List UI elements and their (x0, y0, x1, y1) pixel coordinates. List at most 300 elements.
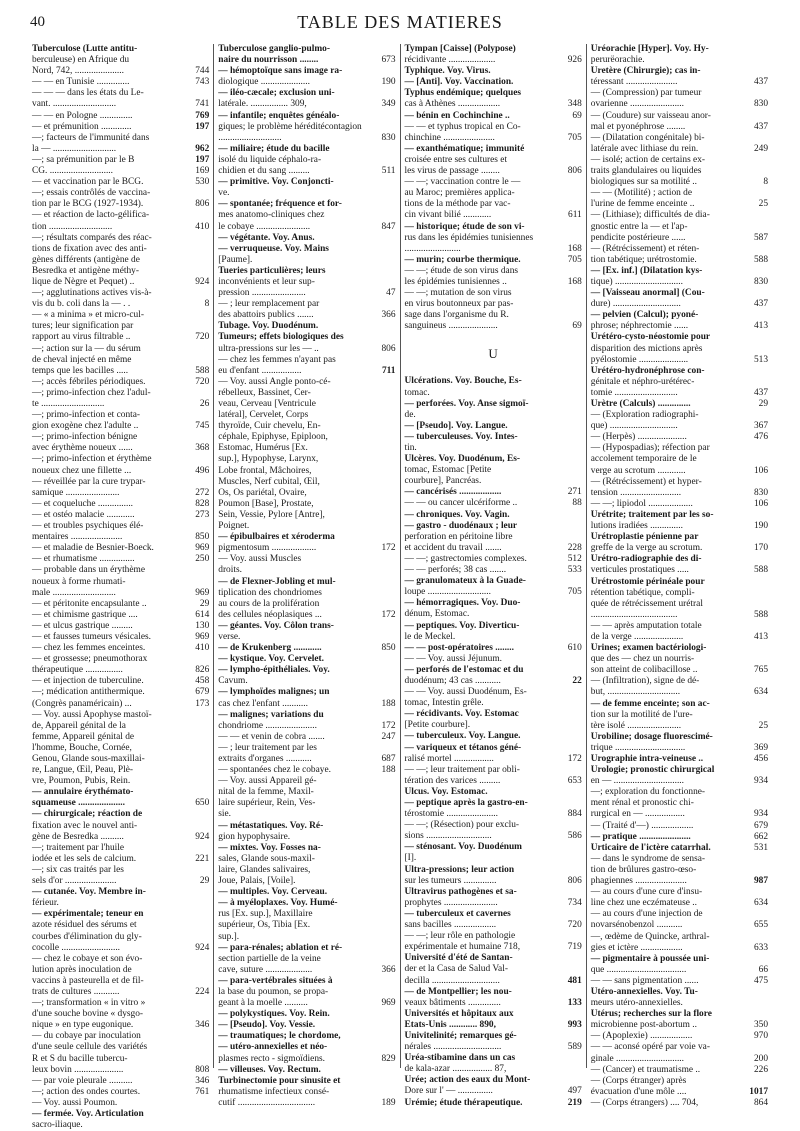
entry-text: latérale avec lithiase du rein. (590, 143, 699, 154)
index-entry (218, 255, 395, 266)
entry-text: trique .............................. (590, 742, 686, 753)
index-entry (405, 676, 582, 687)
entry-page-ref: 228 (567, 542, 582, 553)
entry-text: — gastro - duodénaux ; leur (404, 520, 518, 531)
index-entry (218, 388, 395, 399)
entry-text: phagiennes ...................... (590, 876, 687, 887)
entry-page-ref (742, 676, 768, 687)
index-entry (591, 898, 768, 909)
index-entry (218, 488, 395, 499)
index-entry (218, 909, 395, 920)
entry-page-ref (370, 809, 396, 820)
entry-text: tion de brûlures gastro-œso- (590, 864, 697, 875)
index-entry (591, 687, 768, 698)
entry-page-ref (183, 1054, 209, 1065)
index-entry (591, 421, 768, 432)
entry-text: Ulcus. Voy. Estomac. (404, 786, 488, 797)
entry-text: — iléo-cæcale; exclusion uni- (218, 88, 335, 99)
entry-text: novarsénobenzol ........... (590, 920, 683, 931)
entry-text: samique ....................... (32, 487, 120, 498)
entry-page-ref (183, 310, 209, 321)
index-entry (218, 599, 395, 610)
entry-page-ref (370, 1076, 396, 1087)
index-entry (32, 521, 209, 532)
index-entry (32, 754, 209, 765)
index-entry (591, 787, 768, 798)
entry-page-ref: 200 (753, 1053, 768, 1064)
index-entry (32, 1087, 209, 1098)
entry-text: —; sa prémunition par le B (32, 154, 135, 165)
entry-text: ve. (218, 188, 230, 199)
entry-text: — par voie pleurale .......... (32, 1075, 133, 1086)
index-entry (218, 743, 395, 754)
entry-text: — et ostéo malacie ............ (32, 509, 135, 520)
entry-page-ref (556, 188, 582, 199)
entry-text: Urobiline; dosage fluorescimé- (590, 731, 713, 742)
index-entry (405, 565, 582, 576)
entry-text: sie. (218, 809, 232, 820)
index-entry (218, 1065, 395, 1076)
entry-text: — géantes. Voy. Côlon trans- (218, 620, 334, 631)
entry-text: chinchine ...................... (404, 132, 495, 143)
entry-page-ref (370, 277, 396, 288)
entry-text: rurgical en — ................. (590, 809, 685, 820)
index-entry (405, 787, 582, 798)
entry-text: temps que les bacilles ..... (32, 365, 129, 376)
index-entry (405, 510, 582, 521)
index-entry (32, 44, 209, 55)
entry-page-ref (370, 832, 396, 843)
index-entry (32, 687, 209, 698)
entry-text: noueux chez une fillette ... (32, 465, 132, 476)
index-entry (405, 687, 582, 698)
index-entry (405, 88, 582, 99)
entry-text: rus [Ex. sup.], Maxillaire (218, 909, 313, 920)
entry-text: — utéro-annexielles et néo- (218, 1042, 328, 1053)
entry-page-ref (370, 843, 396, 854)
index-entry (591, 377, 768, 388)
entry-page-ref (183, 344, 209, 355)
entry-page-ref (370, 122, 396, 133)
index-entry (405, 976, 582, 987)
entry-page-ref (183, 410, 209, 421)
entry-text: —; primo-infection bénigne (32, 432, 138, 443)
entry-text: — hémorragiques. Voy. Duo- (404, 598, 521, 609)
entry-text: Estomac, Humérus [Ex. (218, 443, 308, 454)
entry-text: courbes d'élimination du gly- (32, 931, 142, 942)
entry-text: — villeuses. Voy. Rectum. (218, 1064, 321, 1075)
entry-text: sels d'or ...................... (32, 876, 117, 887)
index-entry (32, 887, 209, 898)
index-entry (218, 843, 395, 854)
index-entry (218, 787, 395, 798)
entry-text: — para-vertébrales situées à (218, 975, 333, 986)
index-entry (591, 332, 768, 343)
entry-text: —; traitement par l'huile (32, 842, 125, 853)
entry-text: — Voy. aussi Angle ponto-cé- (218, 376, 331, 387)
entry-page-ref: 413 (753, 631, 768, 642)
index-entry (32, 1009, 209, 1020)
index-entry (32, 787, 209, 798)
index-entry (32, 477, 209, 488)
entry-page-ref (183, 1042, 209, 1053)
entry-text: Turbinectomie pour sinusite et (218, 1075, 341, 1086)
index-entry (218, 377, 395, 388)
entry-text: — au cours d'une injection de (590, 909, 703, 920)
entry-text: Poumon [Base], Prostate, (218, 498, 314, 509)
index-entry (218, 321, 395, 332)
entry-text: Genou, Glande sous-maxillai- (32, 754, 145, 764)
index-entry (591, 865, 768, 876)
entry-page-ref (183, 710, 209, 721)
entry-text: laire, Glandes salivaires, (218, 864, 311, 875)
entry-text: — para-rénales; ablation et ré- (218, 942, 343, 953)
entry-page-ref (370, 676, 396, 687)
entry-text: tomac. (404, 387, 430, 398)
entry-page-ref (370, 233, 396, 244)
entry-text: ultra-pressions sur les — .. (218, 343, 319, 354)
entry-page-ref (183, 1031, 209, 1042)
entry-text: — expérimentale; teneur en (32, 909, 144, 920)
entry-text: ovarienne ....................... (590, 99, 684, 110)
entry-text: male ........................... (32, 587, 116, 598)
entry-page-ref: 926 (567, 55, 582, 66)
entry-text: latéral], Cervelet, Corps (218, 410, 309, 421)
index-entry (218, 832, 395, 843)
index-entry (32, 266, 209, 277)
index-entry (591, 765, 768, 776)
index-entry (405, 66, 582, 77)
entry-page-ref: 826 (195, 665, 210, 676)
entry-page-ref: 588 (753, 609, 768, 620)
entry-text: section partielle de la veine (218, 953, 321, 964)
entry-text: squameuse .................... (32, 798, 125, 809)
index-entry (218, 277, 395, 288)
index-entry (32, 388, 209, 399)
index-entry (218, 665, 395, 676)
entry-page-ref: 969 (195, 587, 210, 598)
index-entry (591, 909, 768, 920)
entry-page-ref: 611 (568, 210, 582, 221)
index-entry (32, 1076, 209, 1087)
entry-text: —; agglutinations actives vis-à- (32, 288, 152, 299)
entry-page-ref: 219 (567, 1097, 582, 1108)
index-entry (32, 1120, 209, 1131)
index-entry (591, 321, 768, 332)
index-entry (405, 842, 582, 853)
index-entry (591, 809, 768, 820)
index-entry (591, 965, 768, 976)
entry-text: — [Vaisseau anormal] (Cou- (590, 288, 705, 299)
index-entry (218, 199, 395, 210)
index-entry (32, 610, 209, 621)
entry-page-ref: 456 (753, 754, 768, 764)
entry-text: gnostic entre la — et l'ap- (590, 221, 688, 232)
entry-text: gène de Besredka .......... (32, 831, 124, 842)
entry-page-ref: 662 (753, 831, 768, 842)
index-entry (32, 909, 209, 920)
entry-page-ref (556, 1075, 582, 1086)
entry-page-ref (742, 454, 768, 465)
entry-text: — —; vaccination contre le — (404, 177, 521, 188)
entry-page-ref (556, 88, 582, 99)
entry-page-ref (742, 332, 768, 343)
index-entry (32, 776, 209, 787)
index-entry (405, 1053, 582, 1064)
entry-text: Ulcères. Voy. Duodénum, Es- (404, 454, 520, 465)
index-entry (32, 421, 209, 432)
index-entry (405, 1086, 582, 1097)
entry-page-ref (742, 1076, 768, 1087)
entry-text: pression ....................... (218, 288, 306, 299)
entry-page-ref (742, 998, 768, 1009)
index-entry (405, 321, 582, 332)
entry-text: Urètre (Calculs) .............. (590, 399, 691, 409)
entry-page-ref (742, 288, 768, 299)
entry-text: ginale ............................. (590, 1053, 684, 1064)
index-entry (405, 576, 582, 587)
entry-text: Lobe frontal, Mâchoires, (218, 465, 312, 476)
entry-page-ref (742, 588, 768, 599)
index-entry (591, 776, 768, 787)
entry-page-ref: 188 (381, 765, 396, 776)
index-entry (32, 821, 209, 832)
index-entry (405, 498, 582, 509)
entry-text: Urétrite; traitement par les so- (590, 509, 714, 520)
entry-text: — perforées. Voy. Anse sigmoï- (404, 398, 529, 409)
entry-text: — — post-opératoires ........ (404, 642, 514, 653)
entry-page-ref (183, 809, 209, 820)
entry-text: — [Pseudo]. Voy. Vessie. (218, 1020, 316, 1031)
entry-page-ref: 168 (567, 243, 582, 254)
entry-page-ref (742, 798, 768, 809)
entry-page-ref: 829 (381, 1053, 396, 1064)
entry-page-ref: 808 (195, 1064, 210, 1075)
entry-text: decilla ............................. (404, 975, 500, 986)
index-entry (218, 554, 395, 565)
entry-page-ref: 437 (753, 121, 768, 132)
entry-text: Ulcérations. Voy. Bouche, Es- (404, 376, 522, 387)
index-entry (218, 421, 395, 432)
entry-text: — (Compression) par tumeur (590, 88, 702, 99)
index-entry (218, 654, 395, 665)
entry-page-ref: 934 (753, 809, 768, 820)
entry-text: sup.], Hypophyse, Larynx, (218, 454, 319, 465)
entry-text: — tuberculeux et cavernes (404, 908, 511, 919)
entry-page-ref: 346 (195, 1075, 210, 1086)
entry-page-ref: 130 (195, 620, 210, 631)
entry-text: — — ou cancer ulcériforme .. (404, 498, 518, 509)
entry-text: — — aconsé opéré par voie va- (590, 1042, 710, 1053)
entry-page-ref (183, 932, 209, 943)
entry-page-ref (742, 909, 768, 920)
entry-text: — et vaccination par le BCG. (32, 177, 144, 188)
entry-text: Joue, Palais, [Voile]. (218, 876, 296, 887)
entry-page-ref (183, 743, 209, 754)
entry-text: — multiples. Voy. Cerveau. (218, 887, 328, 898)
entry-page-ref (556, 687, 582, 698)
entry-text: — —; lipiodol ................... (590, 498, 693, 509)
index-entry (591, 510, 768, 521)
entry-page-ref (742, 410, 768, 421)
entry-text: pyélostomie ..................... (590, 354, 689, 365)
entry-page-ref: 481 (567, 975, 582, 986)
index-entry (405, 155, 582, 166)
index-entry (32, 288, 209, 299)
entry-page-ref (370, 976, 396, 987)
entry-text: prophytes ....................... (404, 897, 498, 908)
index-entry (591, 710, 768, 721)
entry-text: laire supérieur, Rein, Ves- (218, 798, 316, 809)
index-entry (32, 321, 209, 332)
entry-text: — cancérisés .................. (404, 487, 502, 498)
entry-text: pigmentosum ................... (218, 543, 317, 554)
index-entry (32, 543, 209, 554)
index-entry (218, 466, 395, 477)
index-entry (32, 88, 209, 99)
entry-text: — — — dans les états du Le- (32, 88, 144, 99)
entry-text: — et chimisme gastrique .... (32, 609, 138, 620)
entry-text: Utéro-annexielles. Voy. Tu- (590, 986, 698, 997)
entry-page-ref (556, 421, 582, 432)
index-entry (591, 954, 768, 965)
entry-page-ref (183, 887, 209, 898)
entry-page-ref (742, 111, 768, 122)
entry-page-ref: 633 (753, 942, 768, 953)
entry-page-ref (742, 787, 768, 798)
index-entry (591, 177, 768, 188)
entry-text: rhumatisme infectieux consé- (218, 1086, 330, 1097)
entry-text: meurs utéro-annexielles. (590, 998, 683, 1009)
entry-page-ref (183, 432, 209, 443)
entry-page-ref (556, 621, 582, 632)
entry-text: — perforés de l'estomac et du (404, 664, 524, 675)
index-entry (405, 465, 582, 476)
entry-text: Muscles, Nerf cubital, Œil, (218, 476, 320, 487)
entry-page-ref: 987 (753, 876, 768, 887)
index-entry (591, 288, 768, 299)
index-entry (32, 532, 209, 543)
entry-page-ref: 924 (195, 942, 210, 953)
index-entry (32, 332, 209, 343)
entry-text: — —; mutation de son virus (404, 288, 512, 299)
entry-text: ment rénal et pronostic chi- (590, 798, 694, 809)
index-entry (405, 133, 582, 144)
index-entry (32, 443, 209, 454)
entry-text: — (Herpès) ..................... (590, 432, 687, 443)
index-entry (405, 998, 582, 1009)
entry-page-ref: 720 (195, 332, 210, 343)
entry-page-ref: 22 (572, 675, 582, 686)
entry-page-ref: 687 (381, 754, 396, 764)
entry-page-ref: 349 (381, 99, 396, 110)
entry-page-ref: 650 (195, 798, 210, 809)
index-entry (591, 388, 768, 399)
entry-page-ref: 476 (753, 432, 768, 443)
entry-page-ref (183, 898, 209, 909)
index-entry (218, 166, 395, 177)
index-entry (591, 932, 768, 943)
entry-text: rus dans les épidémies tunisiennes (404, 232, 534, 243)
entry-page-ref (742, 66, 768, 77)
entry-text: dénum, Estomac. (404, 609, 470, 620)
entry-page-ref: 366 (381, 964, 396, 975)
entry-text: —; facteurs de l'immunité dans (32, 132, 150, 143)
entry-text: — (Apoplexie) .................. (590, 1031, 693, 1042)
entry-page-ref: 271 (567, 487, 582, 498)
index-entry (591, 454, 768, 465)
entry-page-ref (370, 66, 396, 77)
entry-text: — spontanée; fréquence et for- (218, 199, 342, 210)
entry-text: que des — chez un nourris- (590, 654, 695, 665)
entry-text: — malignes; variations du (218, 709, 324, 720)
entry-text: thyroïde, Cuir chevelu, En- (218, 421, 321, 432)
entry-page-ref: 189 (381, 1097, 396, 1108)
entry-text: —; accès fébriles périodiques. (32, 376, 146, 387)
entry-text: Tympan [Caisse] (Polypose) (404, 44, 516, 54)
page-number: 40 (30, 14, 45, 30)
index-entry (591, 488, 768, 499)
entry-text: duodénum; 43 cas ........... (404, 675, 501, 686)
index-entry (32, 466, 209, 477)
entry-page-ref (370, 943, 396, 954)
index-entry (218, 432, 395, 443)
index-entry (218, 355, 395, 366)
entry-text: fixation avec le nouvel anti- (32, 820, 138, 831)
entry-page-ref (183, 765, 209, 776)
entry-page-ref: 170 (753, 543, 768, 554)
entry-page-ref (742, 643, 768, 654)
index-entry (218, 177, 395, 188)
index-entry (591, 55, 768, 66)
entry-page-ref (370, 854, 396, 865)
entry-page-ref (556, 987, 582, 998)
entry-page-ref (742, 932, 768, 943)
entry-text: tomac, Estomac [Petite (404, 465, 492, 476)
index-entry (218, 621, 395, 632)
entry-page-ref: 589 (567, 1042, 582, 1053)
entry-page-ref (556, 743, 582, 754)
entry-text: — [Ex. inf.] (Dilatation kys- (590, 265, 703, 276)
entry-page-ref (370, 155, 396, 166)
entry-text: — Voy. aussi Appareil gé- (218, 776, 317, 787)
entry-page-ref (183, 188, 209, 199)
entry-text: férieur. (32, 898, 59, 909)
entry-page-ref (742, 88, 768, 99)
index-entry (591, 1098, 768, 1109)
entry-text: —; primo-infection et conta- (32, 410, 141, 421)
entry-text: Université d'été de Santan- (404, 953, 513, 964)
entry-text: droits. (218, 565, 242, 576)
entry-page-ref (183, 233, 209, 244)
entry-page-ref: 586 (567, 831, 582, 842)
entry-text: rapport au virus filtrable .. (32, 332, 131, 343)
index-entry (591, 133, 768, 144)
entry-text: chondriome ...................... (218, 720, 317, 731)
index-entry (405, 266, 582, 277)
entry-page-ref: 172 (381, 609, 396, 620)
entry-text: Urticaire de l'ictère catarrhal. (590, 842, 711, 853)
entry-page-ref: 673 (381, 55, 396, 66)
entry-text: Ultravirus pathogènes et sa- (404, 886, 517, 897)
entry-page-ref: 69 (572, 321, 582, 332)
entry-page-ref (742, 865, 768, 876)
entry-page-ref: 496 (195, 465, 210, 476)
entry-text: — tuberculeux. Voy. Langue. (404, 731, 521, 742)
entry-text: tère isolé ....................... (590, 720, 682, 731)
entry-text: sans bacilles .................. (404, 920, 497, 931)
index-entry (32, 943, 209, 954)
